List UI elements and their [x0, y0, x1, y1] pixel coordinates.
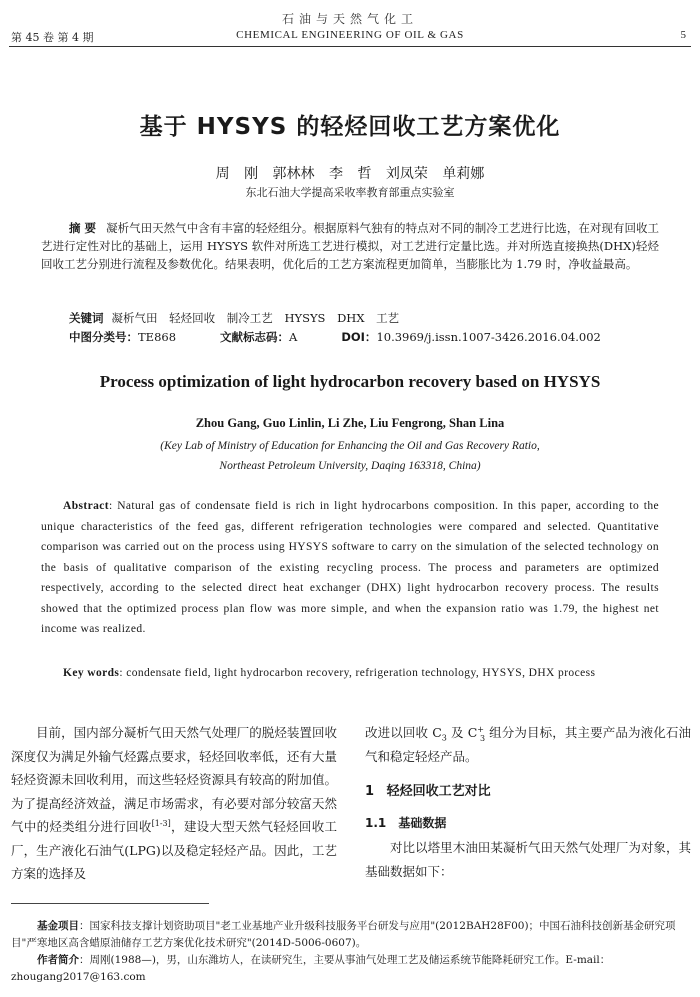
journal-title-en: CHEMICAL ENGINEERING OF OIL & GAS	[236, 29, 464, 41]
abstract-cn-label: 摘 要	[69, 221, 97, 235]
citation-ref[interactable]: [1-3]	[151, 818, 171, 828]
keywords-cn-label: 关键词	[69, 311, 104, 325]
volume-issue: 第 45 卷 第 4 期	[11, 31, 94, 44]
paper-title-en: Process optimization of light hydrocarbon recovery based on HYSYS	[99, 372, 601, 391]
doc-code-value: A	[289, 330, 298, 344]
author-bio-label: 作者简介	[37, 954, 79, 966]
affiliation-en-line1: (Key Lab of Ministry of Education for Enhancing the Oil and Gas Recovery Ratio,	[160, 440, 540, 452]
abstract-en-sep: :	[109, 500, 118, 512]
doc-code-label: 文献标志码：	[220, 330, 290, 344]
body-paragraph	[11, 721, 337, 886]
footnote-funding	[11, 918, 691, 952]
abstract-en	[41, 496, 659, 640]
abstract-en-label: Abstract	[63, 500, 109, 512]
body-right-paragraph-1	[365, 721, 691, 768]
footnote-author	[11, 952, 691, 986]
affiliation-en	[0, 436, 700, 476]
doi-value[interactable]: 10.3969/j.issn.1007-3426.2016.04.002	[376, 330, 601, 344]
affiliation-cn: 东北石油大学提高采收率教育部重点实验室	[245, 186, 455, 199]
superscript: +	[477, 724, 484, 734]
footnote-divider	[11, 903, 209, 904]
subscript: 3	[479, 733, 486, 743]
body-left-column	[11, 721, 337, 886]
authors-cn: 周 刚 郭林林 李 哲 刘凤荣 单莉娜	[215, 166, 485, 182]
clc-label: 中图分类号：	[69, 330, 138, 344]
body-right-paragraph-2: 对比以塔里木油田某凝析气田天然气处理厂为对象，其基础数据如下：	[365, 840, 691, 879]
page-number: 5	[680, 29, 686, 41]
abstract-en-text: Natural gas of condensate field is rich in light hydrocarbons composition. In this paper, according to the unique characteristics of the feed gas, different refrigeration technologies were compared and selected. Quantitative comparison was carried out on the process using HYSYS software to carry on the simulation of the selected technology on the basis of qualitative comparison of the existing recycling process. The process and parameters are optimized respectively, according to the selected direct heat exchanger (DHX) light hydrocarbon recovery process. The results showed that the optimized process plan flow was more simple, and when the expansion ratio was 1.79, the highest net income was realized.	[41, 500, 659, 635]
paper-title-cn: 基于 HYSYS 的轻烃回收工艺方案优化	[139, 114, 561, 140]
doi-label: DOI：	[341, 330, 377, 344]
body-text: 组分为目标，其主要产品为液化石油气和稳定轻烃产品。	[365, 725, 691, 764]
body-text: 目前，国内部分凝析气田天然气处理厂的脱烃装置回收深度仅为满足外输气烃露点要求，轻烃回收率低，还有大量轻烃资源未回收利用，而这些轻烃资源具有较高的附加值。为了提高经济效益，满足市场需求，有必要对部分较富天然气中的烃类组分进行回收	[11, 725, 337, 834]
funding-label: 基金项目	[37, 920, 79, 932]
keywords-cn	[69, 310, 399, 326]
abstract-cn-text: 凝析气田天然气中含有丰富的轻烃组分。根据原料气独有的特点对不同的制冷工艺进行比选，在对现有回收工艺进行定性对比的基础上，运用 HYSYS 软件对所选工艺进行模拟，对工艺进行定量比选。并对所选直接换热(DHX)轻烃回收工艺分别进行流程及参数优化。结果表明，优化后的工艺方案流程更加简单，当膨胀比为 1.79 时，净收益最高。	[41, 221, 659, 271]
journal-title-cn: 石油与天然气化工	[281, 12, 418, 26]
funding-text: ：国家科技支撑计划资助项目"老工业基地产业升级科技服务平台研发与应用"(2012BAH28F00)；中国石油科技创新基金研究项目"严寒地区高含蜡原油储存工艺方案优化技术研究"(2014D-5006-0607)。	[11, 920, 676, 949]
header-divider	[9, 46, 691, 47]
keywords-en	[41, 663, 659, 684]
keywords-en-sep: :	[119, 667, 127, 679]
author-bio-text: ：周刚(1988—)，男，山东潍坊人，在读研究生，主要从事油气处理工艺及储运系统节能降耗研究工作。E-mail：zhougang2017@163.com	[11, 954, 611, 983]
body-text: 改进以回收 C	[365, 725, 442, 740]
body-text: ，建设大型天然气轻烃回收工厂，生产液化石油气(LPG)以及稳定轻烃产品。因此，工艺方案的选择及	[11, 819, 337, 881]
body-text: 及 C	[446, 725, 478, 740]
section-heading-1-1: 1.1 基础数据	[365, 816, 447, 830]
subscript: 3	[441, 733, 447, 743]
clc-value: TE868	[138, 330, 177, 344]
classification-line	[69, 329, 601, 345]
section-heading-1: 1 轻烃回收工艺对比	[365, 784, 491, 799]
abstract-cn	[41, 219, 659, 273]
keywords-cn-text: 凝析气田 轻烃回收 制冷工艺 HYSYS DHX 工艺	[111, 311, 400, 325]
keywords-en-text: condensate field, light hydrocarbon recovery, refrigeration technology, HYSYS, DHX process	[126, 667, 596, 679]
keywords-en-label: Key words	[63, 667, 120, 679]
authors-en: Zhou Gang, Guo Linlin, Li Zhe, Liu Fengrong, Shan Lina	[195, 416, 505, 430]
affiliation-en-line2: Northeast Petroleum University, Daqing 163318, China)	[219, 460, 481, 472]
